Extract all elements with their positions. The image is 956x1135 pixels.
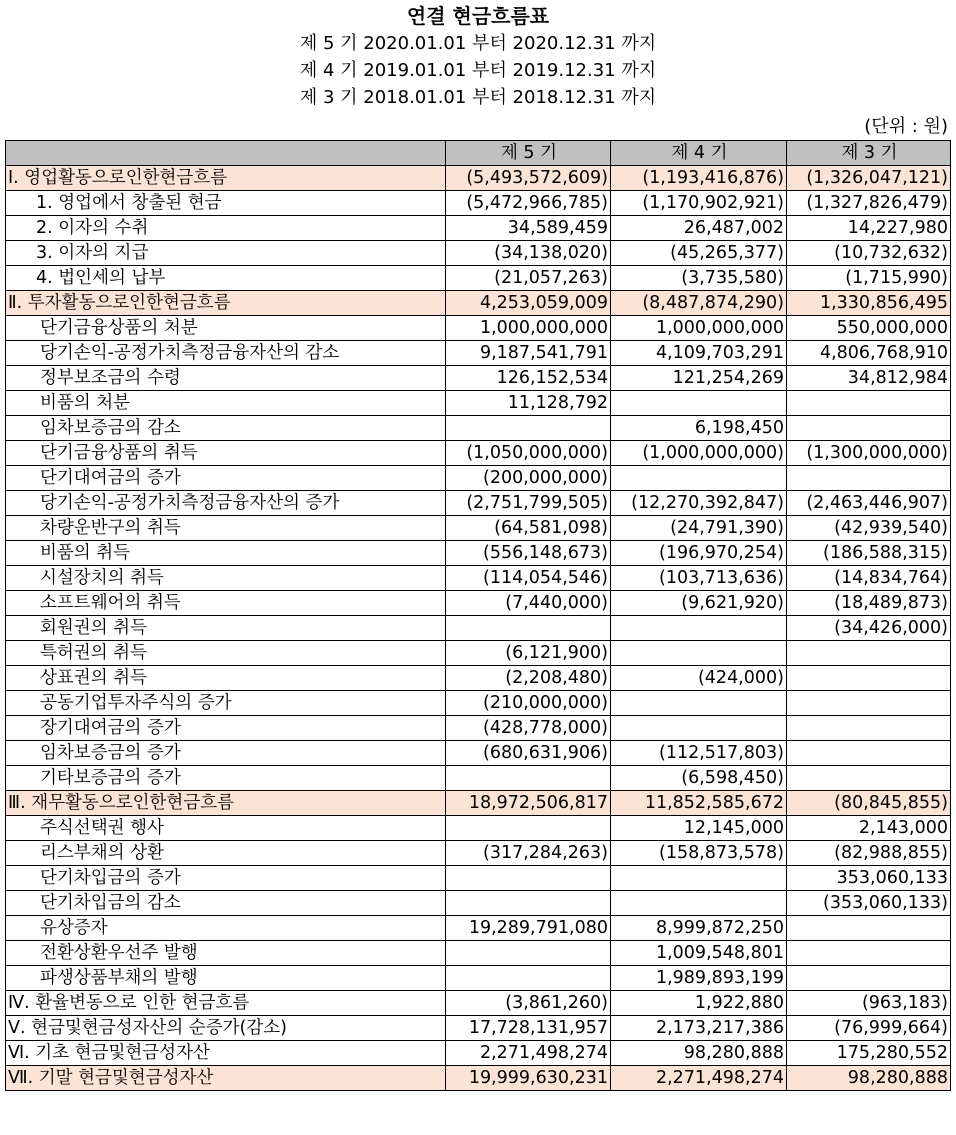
row-value-period-3: (1,300,000,000) <box>787 441 951 466</box>
row-value-period-4: (3,735,580) <box>611 266 787 291</box>
row-value-period-5: 11,128,792 <box>446 391 611 416</box>
header-period-3: 제 3 기 <box>787 141 951 166</box>
table-row <box>6 516 951 541</box>
row-label: Ⅶ. 기말 현금및현금성자산 <box>6 1066 446 1091</box>
row-value-period-3: (10,732,632) <box>787 241 951 266</box>
row-label: Ⅲ. 재무활동으로인한현금흐름 <box>6 791 446 816</box>
row-label: 단기금융상품의 취득 <box>6 441 446 466</box>
row-value-period-4 <box>611 691 787 716</box>
table-row <box>6 841 951 866</box>
row-value-period-4: (424,000) <box>611 666 787 691</box>
table-row <box>6 991 951 1016</box>
row-value-period-4: 1,989,893,199 <box>611 966 787 991</box>
table-row <box>6 316 951 341</box>
row-label: 소프트웨어의 취득 <box>6 591 446 616</box>
row-label: 파생상품부채의 발행 <box>6 966 446 991</box>
row-label: 단기대여금의 증가 <box>6 466 446 491</box>
row-value-period-5: (114,054,546) <box>446 566 611 591</box>
row-value-period-3: 175,280,552 <box>787 1041 951 1066</box>
row-value-period-3 <box>787 666 951 691</box>
table-row <box>6 741 951 766</box>
row-value-period-4: (24,791,390) <box>611 516 787 541</box>
row-value-period-5 <box>446 616 611 641</box>
row-value-period-5 <box>446 941 611 966</box>
row-value-period-4: 8,999,872,250 <box>611 916 787 941</box>
row-value-period-5: (556,148,673) <box>446 541 611 566</box>
row-value-period-3: (963,183) <box>787 991 951 1016</box>
row-value-period-5: (2,208,480) <box>446 666 611 691</box>
row-value-period-5: 34,589,459 <box>446 216 611 241</box>
period-line-5: 제 5 기 2020.01.01 부터 2020.12.31 까지 <box>299 33 657 54</box>
row-value-period-3 <box>787 691 951 716</box>
row-value-period-5 <box>446 816 611 841</box>
row-label: 2. 이자의 수취 <box>6 216 446 241</box>
row-value-period-4: (158,873,578) <box>611 841 787 866</box>
table-row <box>6 191 951 216</box>
table-row <box>6 916 951 941</box>
row-value-period-3: (353,060,133) <box>787 891 951 916</box>
row-label: 정부보조금의 수령 <box>6 366 446 391</box>
row-value-period-4: 6,198,450 <box>611 416 787 441</box>
row-label: 당기손익-공정가치측정금융자산의 증가 <box>6 491 446 516</box>
row-value-period-5: 4,253,059,009 <box>446 291 611 316</box>
row-value-period-4: 2,173,217,386 <box>611 1016 787 1041</box>
row-value-period-5: (5,493,572,609) <box>446 166 611 191</box>
table-row <box>6 766 951 791</box>
row-value-period-4: (1,170,902,921) <box>611 191 787 216</box>
table-row <box>6 691 951 716</box>
row-label: Ⅵ. 기초 현금및현금성자산 <box>6 1041 446 1066</box>
table-row <box>6 541 951 566</box>
row-label: 단기차입금의 증가 <box>6 866 446 891</box>
row-label: 4. 법인세의 납부 <box>6 266 446 291</box>
row-value-period-3 <box>787 641 951 666</box>
row-label: 당기손익-공정가치측정금융자산의 감소 <box>6 341 446 366</box>
row-value-period-3: (14,834,764) <box>787 566 951 591</box>
row-value-period-4: (6,598,450) <box>611 766 787 791</box>
row-label: 공동기업투자주식의 증가 <box>6 691 446 716</box>
row-label: 1. 영업에서 창출된 현금 <box>6 191 446 216</box>
row-value-period-3: (42,939,540) <box>787 516 951 541</box>
table-row <box>6 391 951 416</box>
row-value-period-5 <box>446 416 611 441</box>
row-value-period-3 <box>787 416 951 441</box>
row-value-period-3: (186,588,315) <box>787 541 951 566</box>
row-value-period-5: (2,751,799,505) <box>446 491 611 516</box>
row-value-period-3: (2,463,446,907) <box>787 491 951 516</box>
row-value-period-4: (103,713,636) <box>611 566 787 591</box>
row-value-period-5: (428,778,000) <box>446 716 611 741</box>
row-label: 시설장치의 취득 <box>6 566 446 591</box>
row-value-period-4: (9,621,920) <box>611 591 787 616</box>
table-row <box>6 441 951 466</box>
row-value-period-3: 550,000,000 <box>787 316 951 341</box>
row-label: 기타보증금의 증가 <box>6 766 446 791</box>
table-row <box>6 291 951 316</box>
table-row <box>6 891 951 916</box>
row-value-period-5: (3,861,260) <box>446 991 611 1016</box>
row-value-period-3: (76,999,664) <box>787 1016 951 1041</box>
row-value-period-3 <box>787 966 951 991</box>
header-label-column <box>6 141 446 166</box>
table-row <box>6 166 951 191</box>
row-label: 특허권의 취득 <box>6 641 446 666</box>
row-label: 회원권의 취득 <box>6 616 446 641</box>
table-row <box>6 791 951 816</box>
row-label: Ⅱ. 투자활동으로인한현금흐름 <box>6 291 446 316</box>
row-value-period-4: (8,487,874,290) <box>611 291 787 316</box>
table-row <box>6 716 951 741</box>
period-line-3: 제 3 기 2018.01.01 부터 2018.12.31 까지 <box>299 87 657 108</box>
row-value-period-4 <box>611 616 787 641</box>
document-title: 연결 현금흐름표 <box>406 4 550 28</box>
unit-label: (단위 : 원) <box>864 116 948 137</box>
row-value-period-5: (1,050,000,000) <box>446 441 611 466</box>
table-row <box>6 241 951 266</box>
row-value-period-5: (6,121,900) <box>446 641 611 666</box>
row-value-period-5: (21,057,263) <box>446 266 611 291</box>
table-row <box>6 641 951 666</box>
table-row <box>6 216 951 241</box>
row-value-period-4: (45,265,377) <box>611 241 787 266</box>
table-row <box>6 341 951 366</box>
row-value-period-3: 14,227,980 <box>787 216 951 241</box>
row-value-period-3 <box>787 941 951 966</box>
row-value-period-5: 1,000,000,000 <box>446 316 611 341</box>
row-label: 임차보증금의 감소 <box>6 416 446 441</box>
row-value-period-3: (1,327,826,479) <box>787 191 951 216</box>
table-row <box>6 416 951 441</box>
table-body <box>6 166 951 1091</box>
row-label: 임차보증금의 증가 <box>6 741 446 766</box>
row-value-period-4 <box>611 716 787 741</box>
row-value-period-3 <box>787 766 951 791</box>
table-row <box>6 466 951 491</box>
row-value-period-5 <box>446 866 611 891</box>
table-row <box>6 866 951 891</box>
row-value-period-3 <box>787 716 951 741</box>
table-row <box>6 591 951 616</box>
row-value-period-3: 34,812,984 <box>787 366 951 391</box>
row-value-period-3: 98,280,888 <box>787 1066 951 1091</box>
row-value-period-5: (317,284,263) <box>446 841 611 866</box>
row-value-period-4 <box>611 641 787 666</box>
row-value-period-5: 17,728,131,957 <box>446 1016 611 1041</box>
row-value-period-5: 19,289,791,080 <box>446 916 611 941</box>
row-value-period-4: 12,145,000 <box>611 816 787 841</box>
row-value-period-4 <box>611 391 787 416</box>
row-value-period-4: 121,254,269 <box>611 366 787 391</box>
row-value-period-4: (1,193,416,876) <box>611 166 787 191</box>
table-row <box>6 1066 951 1091</box>
row-value-period-3: (80,845,855) <box>787 791 951 816</box>
table-row <box>6 1041 951 1066</box>
row-value-period-4 <box>611 466 787 491</box>
row-value-period-3: (82,988,855) <box>787 841 951 866</box>
row-value-period-4: 4,109,703,291 <box>611 341 787 366</box>
header-period-5: 제 5 기 <box>446 141 611 166</box>
table-header-row <box>6 141 951 166</box>
row-label: 차량운반구의 취득 <box>6 516 446 541</box>
row-value-period-5 <box>446 966 611 991</box>
row-label: Ⅴ. 현금및현금성자산의 순증가(감소) <box>6 1016 446 1041</box>
row-value-period-4: (196,970,254) <box>611 541 787 566</box>
row-value-period-3 <box>787 741 951 766</box>
table-row <box>6 491 951 516</box>
row-value-period-4: 98,280,888 <box>611 1041 787 1066</box>
row-label: 장기대여금의 증가 <box>6 716 446 741</box>
table-row <box>6 816 951 841</box>
row-value-period-3: (1,326,047,121) <box>787 166 951 191</box>
row-value-period-5: (210,000,000) <box>446 691 611 716</box>
row-label: 주식선택권 행사 <box>6 816 446 841</box>
row-value-period-5 <box>446 766 611 791</box>
table-row <box>6 1016 951 1041</box>
table-row <box>6 616 951 641</box>
table-row <box>6 266 951 291</box>
row-value-period-5: (7,440,000) <box>446 591 611 616</box>
row-label: 단기차입금의 감소 <box>6 891 446 916</box>
row-value-period-4: (112,517,803) <box>611 741 787 766</box>
row-label: 단기금융상품의 처분 <box>6 316 446 341</box>
row-value-period-4: 2,271,498,274 <box>611 1066 787 1091</box>
row-value-period-4 <box>611 891 787 916</box>
row-value-period-5: 19,999,630,231 <box>446 1066 611 1091</box>
row-label: 비품의 처분 <box>6 391 446 416</box>
row-value-period-5: (680,631,906) <box>446 741 611 766</box>
table-row <box>6 666 951 691</box>
row-value-period-4 <box>611 866 787 891</box>
cash-flow-table <box>5 140 951 1091</box>
row-value-period-3: (34,426,000) <box>787 616 951 641</box>
row-value-period-5: 9,187,541,791 <box>446 341 611 366</box>
row-value-period-3: 353,060,133 <box>787 866 951 891</box>
row-label: 전환상환우선주 발행 <box>6 941 446 966</box>
row-value-period-5: (64,581,098) <box>446 516 611 541</box>
row-label: 상표권의 취득 <box>6 666 446 691</box>
row-label: 유상증자 <box>6 916 446 941</box>
row-value-period-3 <box>787 916 951 941</box>
row-value-period-3: (1,715,990) <box>787 266 951 291</box>
row-value-period-5 <box>446 891 611 916</box>
row-value-period-5: 18,972,506,817 <box>446 791 611 816</box>
period-line-4: 제 4 기 2019.01.01 부터 2019.12.31 까지 <box>299 60 657 81</box>
row-value-period-4: 11,852,585,672 <box>611 791 787 816</box>
row-value-period-3: 4,806,768,910 <box>787 341 951 366</box>
row-value-period-5: (5,472,966,785) <box>446 191 611 216</box>
row-label: Ⅰ. 영업활동으로인한현금흐름 <box>6 166 446 191</box>
row-value-period-5: (34,138,020) <box>446 241 611 266</box>
row-value-period-4: 26,487,002 <box>611 216 787 241</box>
row-value-period-4: 1,922,880 <box>611 991 787 1016</box>
table-row <box>6 966 951 991</box>
table-row <box>6 941 951 966</box>
row-value-period-5: 126,152,534 <box>446 366 611 391</box>
row-value-period-3: 2,143,000 <box>787 816 951 841</box>
row-value-period-5: (200,000,000) <box>446 466 611 491</box>
row-label: 리스부채의 상환 <box>6 841 446 866</box>
row-value-period-4: (1,000,000,000) <box>611 441 787 466</box>
row-label: 비품의 취득 <box>6 541 446 566</box>
row-value-period-5: 2,271,498,274 <box>446 1041 611 1066</box>
table-row <box>6 366 951 391</box>
row-value-period-4: 1,000,000,000 <box>611 316 787 341</box>
row-value-period-3: 1,330,856,495 <box>787 291 951 316</box>
row-value-period-3: (18,489,873) <box>787 591 951 616</box>
header-period-4: 제 4 기 <box>611 141 787 166</box>
row-value-period-4: 1,009,548,801 <box>611 941 787 966</box>
row-label: Ⅳ. 환율변동으로 인한 현금흐름 <box>6 991 446 1016</box>
row-value-period-3 <box>787 466 951 491</box>
row-value-period-3 <box>787 391 951 416</box>
table-row <box>6 566 951 591</box>
row-label: 3. 이자의 지급 <box>6 241 446 266</box>
row-value-period-4: (12,270,392,847) <box>611 491 787 516</box>
